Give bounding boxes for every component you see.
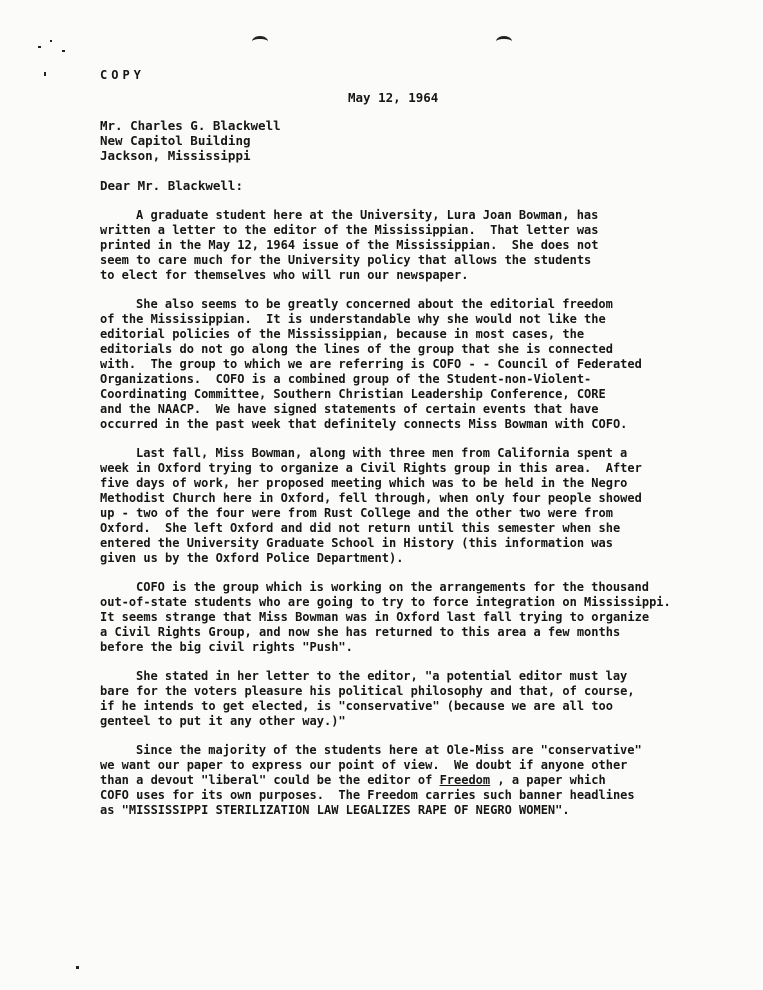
paragraph — [100, 446, 700, 566]
text-line: given us by the Oxford Police Department). — [100, 551, 404, 565]
speck — [44, 72, 46, 76]
text-line: Oxford. She left Oxford and did not return until this semester when she — [100, 521, 621, 535]
punch-mark-right — [496, 36, 512, 47]
text-line: Organizations. COFO is a combined group of the Student-non-Violent- — [100, 372, 592, 386]
text-line: Methodist Church here in Oxford, fell through, when only four people showed — [100, 491, 642, 505]
text-line: editorial policies of the Mississippian, because in most cases, the — [100, 327, 585, 341]
text-line: entered the University Graduate School in History (this information was — [100, 536, 613, 550]
speck — [50, 40, 52, 42]
text-line: Coordinating Committee, Southern Christian Leadership Conference, CORE — [100, 387, 606, 401]
text-line: as "MISSISSIPPI STERILIZATION LAW LEGALIZES RAPE OF NEGRO WOMEN". — [100, 803, 570, 817]
text-line: printed in the May 12, 1964 issue of the Mississippian. She does not — [100, 238, 599, 252]
paragraph — [100, 580, 700, 655]
text-line: genteel to put it any other way.)" — [100, 714, 346, 728]
paragraph — [100, 669, 700, 729]
text-line: Last fall, Miss Bowman, along with three men from California spent a — [136, 446, 628, 460]
speck — [76, 966, 79, 969]
paragraph — [100, 743, 700, 818]
text-fragment: than a devout "liberal" could be the editor of — [100, 773, 440, 787]
text-line: She stated in her letter to the editor, "a potential editor must lay — [136, 669, 628, 683]
text-line: week in Oxford trying to organize a Civil Rights group in this area. After — [100, 461, 642, 475]
address-line: New Capitol Building — [100, 133, 251, 148]
text-line: if he intends to get elected, is "conservative" (because we are all too — [100, 699, 613, 713]
text-line: of the Mississippian. It is understandable why she would not like the — [100, 312, 606, 326]
paragraph — [100, 297, 700, 432]
text-line: we want our paper to express our point of view. We doubt if anyone other — [100, 758, 628, 772]
paragraph — [100, 208, 700, 283]
recipient-address — [100, 118, 281, 163]
text-line: five days of work, her proposed meeting which was to be held in the Negro — [100, 476, 628, 490]
punch-mark-left — [252, 36, 268, 47]
address-line: Mr. Charles G. Blackwell — [100, 118, 281, 133]
text-line: to elect for themselves who will run our newspaper. — [100, 268, 469, 282]
text-line — [100, 773, 700, 788]
text-line: up - two of the four were from Rust College and the other two were from — [100, 506, 613, 520]
copy-label: COPY — [100, 68, 145, 82]
text-line: editorials do not go along the lines of the group that she is connected — [100, 342, 613, 356]
text-line: It seems strange that Miss Bowman was in Oxford last fall trying to organize — [100, 610, 650, 624]
speck — [38, 46, 41, 48]
text-line: A graduate student here at the University, Lura Joan Bowman, has — [136, 208, 599, 222]
text-line: and the NAACP. We have signed statements of certain events that have — [100, 402, 599, 416]
salutation: Dear Mr. Blackwell: — [100, 178, 243, 193]
address-line: Jackson, Mississippi — [100, 148, 251, 163]
text-line: written a letter to the editor of the Mississippian. That letter was — [100, 223, 599, 237]
text-line: a Civil Rights Group, and now she has returned to this area a few months — [100, 625, 621, 639]
text-line: Since the majority of the students here at Ole-Miss are "conservative" — [136, 743, 642, 757]
text-line: with. The group to which we are referring is COFO - - Council of Federated — [100, 357, 642, 371]
text-line: COFO is the group which is working on the arrangements for the thousand — [136, 580, 649, 594]
text-line: before the big civil rights "Push". — [100, 640, 353, 654]
letter-date: May 12, 1964 — [348, 90, 439, 105]
speck — [62, 50, 65, 52]
text-line: bare for the voters pleasure his political philosophy and that, of course, — [100, 684, 635, 698]
text-line: COFO uses for its own purposes. The Freedom carries such banner headlines — [100, 788, 635, 802]
text-line: seem to care much for the University policy that allows the students — [100, 253, 592, 267]
underlined-title: Freedom — [439, 773, 491, 787]
text-line: out-of-state students who are going to try to force integration on Mississippi. — [100, 595, 671, 609]
text-line: occurred in the past week that definitely connects Miss Bowman with COFO. — [100, 417, 628, 431]
text-line: She also seems to be greatly concerned about the editorial freedom — [136, 297, 613, 311]
text-fragment: , a paper which — [490, 773, 606, 787]
letter-body — [100, 208, 700, 832]
